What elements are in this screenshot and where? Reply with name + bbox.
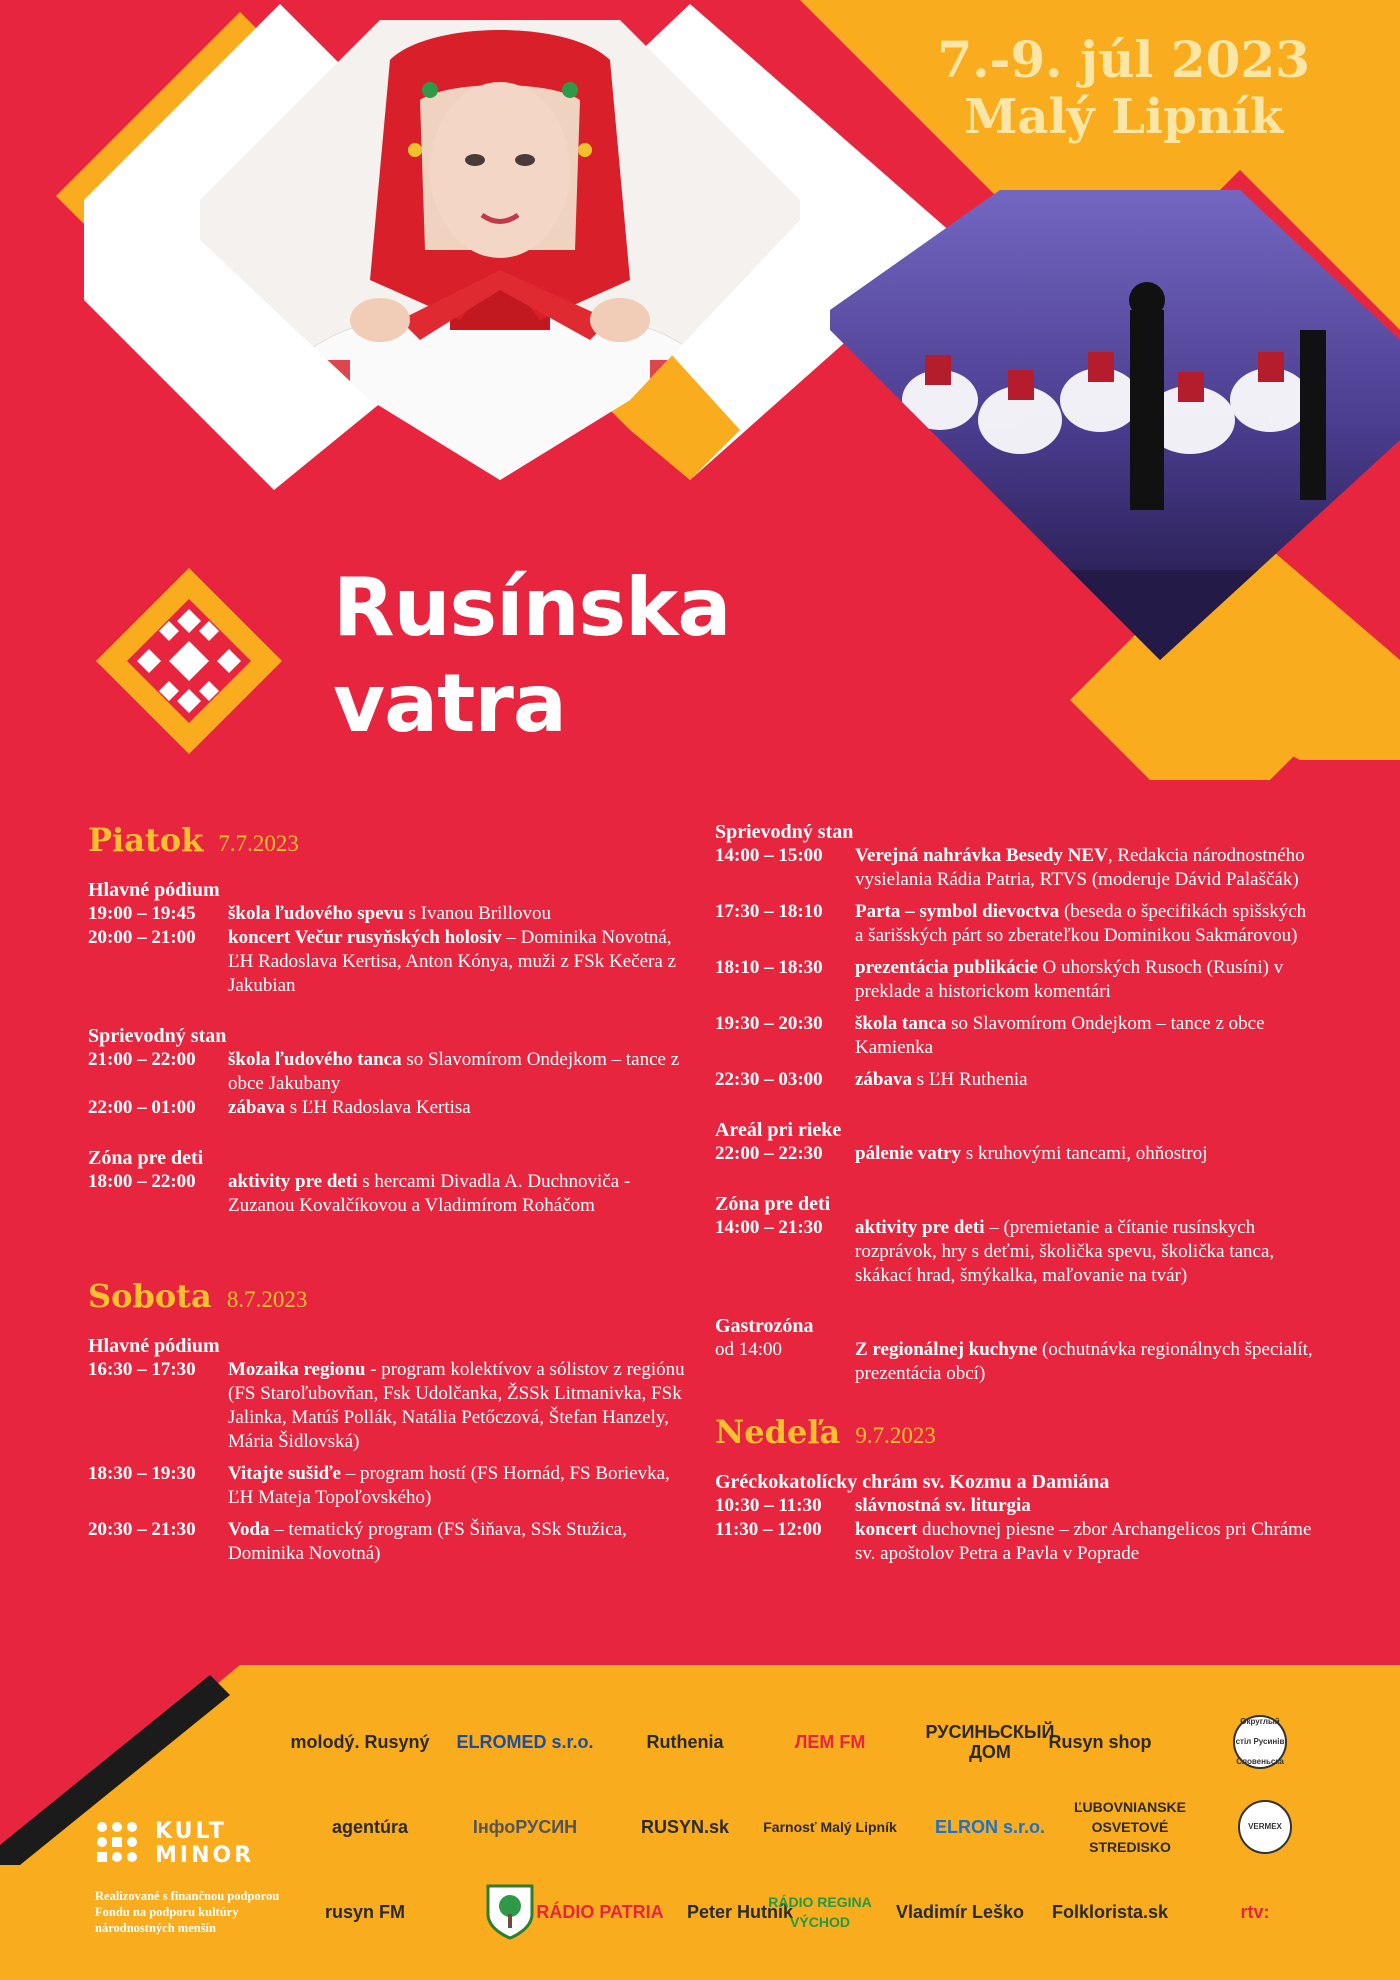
schedule-time: 19:00 – 19:45 (88, 903, 196, 924)
day-heading-friday (88, 818, 688, 866)
title-line-1: Rusínska (333, 561, 731, 654)
sponsor-logo: ELRON s.r.o. (934, 1817, 1046, 1837)
schedule-desc: prezentácia publikácie O uhorských Rusoch (Rusíni) v preklade a historickom komentári (855, 957, 1284, 1002)
schedule-time: 22:00 – 01:00 (88, 1097, 196, 1118)
schedule-time: 17:30 – 18:10 (715, 901, 823, 922)
schedule-time: 10:30 – 11:30 (715, 1495, 822, 1516)
schedule-row (715, 1012, 1315, 1060)
sponsor-logo: agentúra (331, 1817, 409, 1837)
sponsor-logo: Округлый стіл Русинів Словеньска (1185, 1712, 1335, 1772)
sponsor-logo: Folklorista.sk (1051, 1902, 1169, 1922)
schedule-row (715, 1142, 1315, 1166)
venue-title: Areál pri rieke (715, 1119, 842, 1141)
funding-note: Realizované s finančnou podporou Fondu na podporu kultúry národnostných menšín (95, 1889, 280, 1935)
sponsor-logo: RUSYN.sk (640, 1817, 730, 1837)
festival-date (937, 30, 1310, 146)
program-left-column (88, 818, 688, 1566)
schedule-desc: Mozaika regionu - program kolektívov a sólistov z regiónu (FS Staroľubovňan, Fsk Udolčanka, ŽSSk Litmanivka, FSk Jalinka, Matúš Pollák, Natália Petőczová, Štefan Hanzely, Mária Šidlovská) (228, 1359, 685, 1452)
sponsor-logo: VERMEX (1190, 1797, 1340, 1857)
schedule-desc: aktivity pre deti s hercami Divadla A. Duchnoviča - Zuzanou Kovalčíkovou a Vladimírom Roháčom (228, 1171, 631, 1216)
schedule-row (88, 1518, 688, 1566)
schedule-time: 18:00 – 22:00 (88, 1171, 196, 1192)
schedule-desc: slávnostná sv. liturgia (855, 1495, 1031, 1516)
schedule-desc: zábava s ĽH Radoslava Kertisa (228, 1097, 471, 1118)
schedule-time: 20:30 – 21:30 (88, 1519, 196, 1540)
day-name: Sobota (88, 1277, 212, 1315)
sponsor-logo: Ruthenia (646, 1732, 724, 1752)
schedule-row (88, 926, 688, 998)
schedule-time: 21:00 – 22:00 (88, 1049, 196, 1070)
schedule-row (88, 902, 688, 926)
sponsor-logo: Rusyn shop (1048, 1732, 1152, 1752)
venue-title: Sprievodný stan (88, 1025, 227, 1047)
schedule-row (715, 900, 1315, 948)
sponsor-logo: РУСИНЬСКЫЙ ДОМ (925, 1722, 1055, 1762)
venue-title: Sprievodný stan (715, 821, 854, 843)
sponsor-logo: ĽUBOVNIANSKE OSVETOVÉ STREDISKO (1073, 1799, 1186, 1855)
venue-title: Hlavné pódium (88, 1335, 220, 1357)
sponsor-logo: ELROMED s.r.o. (456, 1732, 594, 1752)
photo-girl (200, 20, 800, 480)
sponsor-logo: ІнфоРУСИН (472, 1817, 578, 1837)
schedule-row (715, 1518, 1315, 1566)
day-heading-saturday (88, 1274, 688, 1322)
schedule-row (715, 844, 1315, 892)
day-name: Nedeľa (715, 1413, 841, 1451)
schedule-desc: pálenie vatry s kruhovými tancami, ohňostroj (855, 1143, 1208, 1164)
schedule-desc: zábava s ĽH Ruthenia (855, 1069, 1028, 1090)
program-right-column (715, 820, 1315, 1566)
schedule-time: 19:30 – 20:30 (715, 1013, 823, 1034)
schedule-desc: škola ľudového tanca so Slavomírom Ondejkom – tance z obce Jakubany (228, 1049, 680, 1094)
schedule-row (715, 1494, 1315, 1518)
venue-title: Zóna pre deti (88, 1147, 204, 1169)
festival-title (333, 560, 730, 752)
sponsor-logo: rusyn FM (324, 1902, 405, 1922)
sponsor-logo: ЛЕМ FM (794, 1732, 866, 1752)
venue-title: Gastrozóna (715, 1315, 814, 1337)
schedule-row (88, 1462, 688, 1510)
schedule-row (88, 1170, 688, 1218)
sponsor-logo: Farnosť Malý Lipník (763, 1819, 897, 1835)
schedule-time: 22:30 – 03:00 (715, 1069, 823, 1090)
schedule-desc: Z regionálnej kuchyne (ochutnávka regionálnych špecialít, prezentácia obcí) (855, 1339, 1313, 1384)
day-date: 9.7.2023 (855, 1423, 936, 1448)
schedule-time: 22:00 – 22:30 (715, 1143, 823, 1164)
day-date: 7.7.2023 (218, 831, 299, 856)
sponsor-logo: Vladimír Leško (895, 1902, 1025, 1922)
schedule-time: od 14:00 (715, 1339, 783, 1360)
schedule-desc: Parta – symbol dievoctva (beseda o špecifikách spišských a šarišských párt so zberateľkou Dominikou Sakmárovou) (855, 901, 1307, 946)
schedule-row (88, 1096, 688, 1120)
festival-logo-icon (96, 568, 282, 754)
schedule-desc: Vitajte sušiďe – program hostí (FS Hornád, FS Borievka, ĽH Mateja Topoľovského) (228, 1463, 670, 1508)
sponsor-logo: RÁDIO PATRIA (536, 1902, 664, 1922)
kult-minor-logo-icon (95, 1820, 139, 1864)
sponsor-logo: Peter Hutník (686, 1902, 794, 1922)
schedule-row (88, 1358, 688, 1454)
photo-dancers (830, 190, 1400, 660)
date-line: 7.-9. júl 2023 (937, 30, 1310, 89)
schedule-time: 18:30 – 19:30 (88, 1463, 196, 1484)
venue-title: Zóna pre deti (715, 1193, 831, 1215)
schedule-desc: aktivity pre deti – (premietanie a čítanie rusínskych rozprávok, hry s deťmi, školička spevu, školička tanca, skákací hrad, šmýkalka, maľovanie na tvár) (855, 1217, 1275, 1286)
schedule-row (715, 956, 1315, 1004)
schedule-time: 20:00 – 21:00 (88, 927, 196, 948)
venue-title: Hlavné pódium (88, 879, 220, 901)
kult-minor-name: KULT MINOR (155, 1819, 255, 1868)
schedule-row (715, 1216, 1315, 1288)
schedule-row (88, 1048, 688, 1096)
schedule-desc: koncert Večur rusyňských holosiv – Dominika Novotná, ĽH Radoslava Kertisa, Anton Kónya, muži z FSk Kečera z Jakubian (228, 927, 676, 996)
schedule-time: 14:00 – 15:00 (715, 845, 823, 866)
schedule-desc: Verejná nahrávka Besedy NEV, Redakcia národnostného vysielania Rádia Patria, RTVS (moderuje Dávid Palaščák) (855, 845, 1305, 890)
schedule-time: 16:30 – 17:30 (88, 1359, 196, 1380)
schedule-row (715, 1068, 1315, 1092)
title-line-2: vatra (333, 657, 566, 750)
sponsor-logo: RÁDIO REGINA VÝCHOD (768, 1894, 872, 1930)
venue-title: Gréckokatolícky chrám sv. Kozmu a Damiána (715, 1471, 1110, 1493)
day-heading-sunday (715, 1410, 1315, 1458)
place-line: Malý Lipník (964, 89, 1284, 145)
schedule-desc: koncert duchovnej piesne – zbor Archangelicos pri Chráme sv. apoštolov Petra a Pavla v Poprade (855, 1519, 1312, 1564)
schedule-time: 18:10 – 18:30 (715, 957, 823, 978)
schedule-desc: škola ľudového spevu s Ivanou Brillovou (228, 903, 551, 924)
day-date: 8.7.2023 (226, 1287, 308, 1312)
schedule-desc: Voda – tematický program (FS Šiňava, SSk Stužica, Dominika Novotná) (228, 1519, 627, 1564)
sponsor-logo: rtv: (1240, 1902, 1270, 1922)
day-name: Piatok (88, 821, 204, 859)
schedule-time: 11:30 – 12:00 (715, 1519, 822, 1540)
schedule-desc: škola tanca so Slavomírom Ondejkom – tance z obce Kamienka (855, 1013, 1265, 1058)
schedule-time: 14:00 – 21:30 (715, 1217, 823, 1238)
schedule-row (715, 1338, 1315, 1386)
sponsor-logo: molodý. Rusyný (290, 1732, 430, 1752)
